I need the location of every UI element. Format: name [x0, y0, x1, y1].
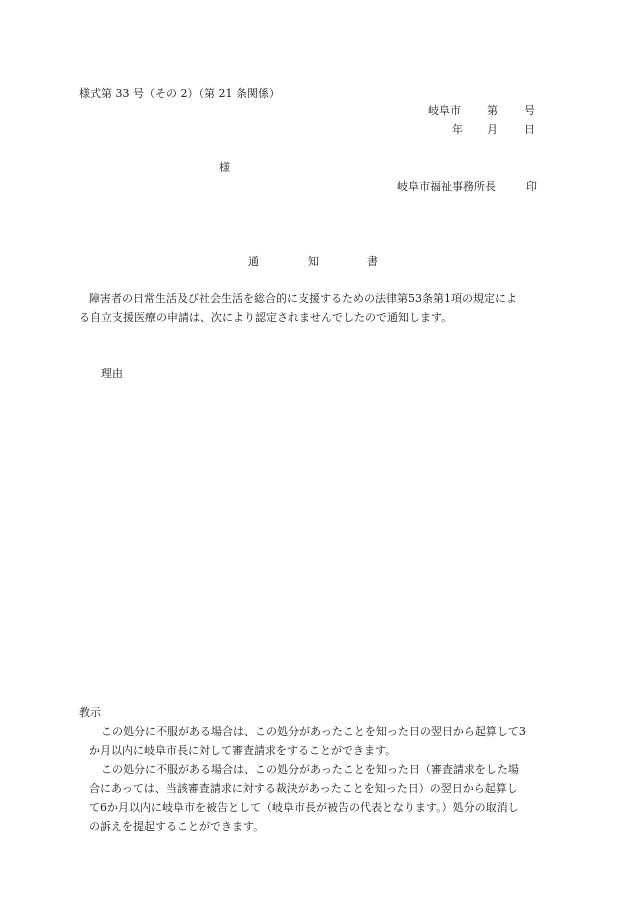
header-city: 岐阜市 [428, 104, 461, 117]
seal-mark: 印 [526, 180, 537, 193]
title-char-3: 書 [367, 255, 378, 268]
body-line-2: る自立支援医療の申請は、次により認定されませんでしたので通知します。 [79, 311, 453, 324]
header-day: 日 [524, 123, 535, 136]
title-char-1: 通 [248, 255, 259, 268]
body-line-1: 障害者の日常生活及び社会生活を総合的に支援するための法律第53条第1項の規定によ [89, 292, 517, 305]
reason-label: 理由 [101, 367, 123, 380]
header-year: 年 [452, 123, 463, 136]
title-char-2: 知 [308, 255, 319, 268]
instruction-p1-line-2: か月以内に岐阜市長に対して審査請求をすることができます。 [89, 744, 397, 757]
instruction-p2-line-3: て6か月以内に岐阜市を被告として（岐阜市長が被告の代表となります。）処分の取消し [89, 801, 519, 814]
header-number-suffix: 号 [524, 104, 535, 117]
header-month: 月 [487, 123, 498, 136]
issuer-name: 岐阜市福祉事務所長 [397, 180, 496, 193]
instruction-p2-line-1: この処分に不服がある場合は、この処分があったことを知った日（審査請求をした場 [101, 763, 519, 776]
recipient-suffix: 様 [219, 161, 230, 174]
instruction-p1-line-1: この処分に不服がある場合は、この処分があったことを知った日の翌日から起算して3 [101, 725, 526, 738]
instruction-p2-line-2: 合にあっては、当該審査請求に対する裁決があったことを知った日）の翌日から起算し [89, 782, 518, 795]
header-number-prefix: 第 [487, 104, 498, 117]
instruction-heading: 教示 [79, 706, 101, 719]
instruction-p2-line-4: の訴えを提起することができます。 [89, 820, 265, 833]
form-number: 様式第 33 号（その 2）（第 21 条関係） [79, 87, 280, 100]
